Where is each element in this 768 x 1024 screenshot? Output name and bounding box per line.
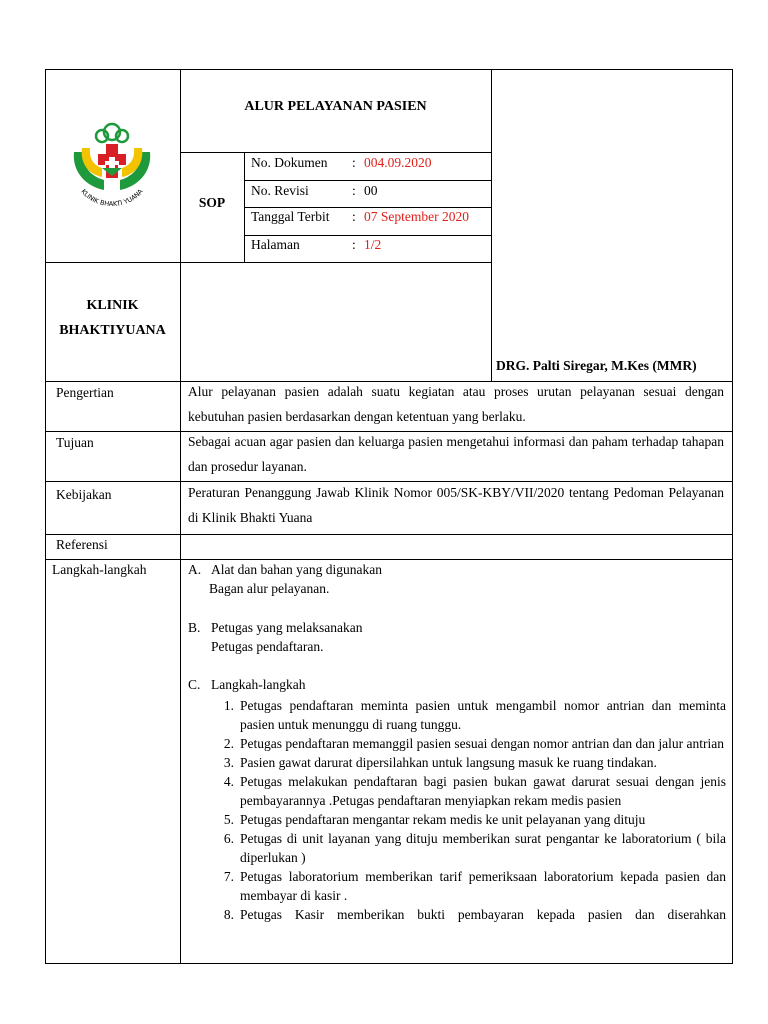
grid-line [180, 152, 491, 153]
grid-line [45, 262, 491, 263]
step-item [186, 829, 726, 867]
page-label: Halaman [251, 237, 300, 252]
grid-line [244, 235, 491, 236]
issue-date-label: Tanggal Terbit [251, 209, 330, 224]
kebijakan-text: Peraturan Penanggung Jawab Klinik Nomor 005/SK-KBY/VII/2020 tentang Pedoman Pelayanan di Klinik Bhakti Yuana [188, 485, 724, 525]
step-text: Petugas melakukan pendaftaran bagi pasien bukan gawat darurat sesuai dengan jenis pembayarannya .Petugas pendaftaran menyiapkan rekam medis pasien [240, 774, 726, 808]
revision-colon: : [352, 183, 356, 198]
section-c-title: Langkah-langkah [211, 677, 306, 692]
tujuan-text: Sebagai acuan agar pasien dan keluarga pasien mengetahui informasi dan paham terhadap tahapan dan prosedur layanan. [188, 434, 724, 474]
step-text: Petugas Kasir memberikan bukti pembayaran kepada pasien dan diserahkan [240, 907, 726, 922]
section-b-marker: B. [188, 620, 201, 635]
section-c-marker: C. [188, 677, 201, 692]
grid-line [244, 180, 491, 181]
step-number: 5. [223, 812, 234, 827]
referensi-label: Referensi [56, 537, 108, 552]
clinic-logo-icon [62, 118, 162, 208]
tujuan-label: Tujuan [56, 435, 94, 450]
document-title: ALUR PELAYANAN PASIEN [244, 99, 427, 114]
signatory-name: DRG. Palti Siregar, M.Kes (MMR) [496, 358, 697, 373]
step-item [186, 905, 726, 924]
step-item [186, 867, 726, 905]
sop-label: SOP [198, 195, 226, 210]
step-text: Petugas pendaftaran meminta pasien untuk mengambil nomor antrian dan meminta pasien untuk menunggu di ruang tunggu. [240, 698, 726, 732]
section-a-item: Bagan alur pelayanan. [209, 581, 330, 596]
logo-text: KLINIK BHAKTI YUANA [79, 187, 145, 208]
grid-line [244, 207, 491, 208]
step-item [186, 696, 726, 734]
issue-date-value: 07 September 2020 [364, 209, 469, 224]
step-number: 1. [223, 698, 234, 713]
issue-date-colon: : [352, 209, 356, 224]
clinic-logo [62, 118, 162, 208]
doc-number-value: 004.09.2020 [364, 155, 432, 170]
revision-label: No. Revisi [251, 183, 309, 198]
section-b-title: Petugas yang melaksanakan [211, 620, 363, 635]
kebijakan-label: Kebijakan [56, 487, 112, 502]
steps-list [186, 696, 726, 924]
section-a-title: Alat dan bahan yang digunakan [211, 562, 382, 577]
pengertian-text: Alur pelayanan pasien adalah suatu kegiatan atau proses urutan pelayanan sesuai dengan kebutuhan pasien berdasarkan dengan ketentuan yang berlaku. [188, 384, 724, 424]
step-number: 7. [223, 869, 234, 884]
step-text: Pasien gawat darurat dipersilahkan untuk langsung masuk ke ruang tindakan. [240, 755, 657, 770]
grid-line [491, 69, 492, 381]
step-number: 6. [223, 831, 234, 846]
step-text: Petugas di unit layanan yang dituju memberikan surat pengantar ke laboratorium ( bila diperlukan ) [240, 831, 726, 865]
section-b-item: Petugas pendaftaran. [211, 639, 324, 654]
revision-value: 00 [364, 183, 378, 198]
page-value: 1/2 [364, 237, 382, 252]
step-text: Petugas laboratorium memberikan tarif pemeriksaan laboratorium kepada pasien dan membayar di kasir . [240, 869, 726, 903]
step-item [186, 734, 726, 753]
doc-number-colon: : [352, 155, 356, 170]
doc-number-label: No. Dokumen [251, 155, 328, 170]
pengertian-label: Pengertian [56, 385, 114, 400]
clinic-name-line1: KLINIK [86, 298, 139, 313]
step-number: 8. [223, 907, 234, 922]
grid-line [45, 534, 733, 535]
step-item [186, 810, 726, 829]
grid-line [45, 559, 733, 560]
clinic-name-line2: BHAKTIYUANA [59, 323, 166, 338]
step-number: 4. [223, 774, 234, 789]
langkah-label: Langkah-langkah [52, 562, 147, 577]
step-item [186, 753, 726, 772]
step-number: 2. [223, 736, 234, 751]
step-number: 3. [223, 755, 234, 770]
step-text: Petugas pendaftaran memanggil pasien sesuai dengan nomor antrian dan dan jalur antrian [240, 736, 724, 751]
step-text: Petugas pendaftaran mengantar rekam medis ke unit pelayanan yang dituju [240, 812, 646, 827]
section-a-marker: A. [188, 562, 202, 577]
page-colon: : [352, 237, 356, 252]
step-item [186, 772, 726, 810]
